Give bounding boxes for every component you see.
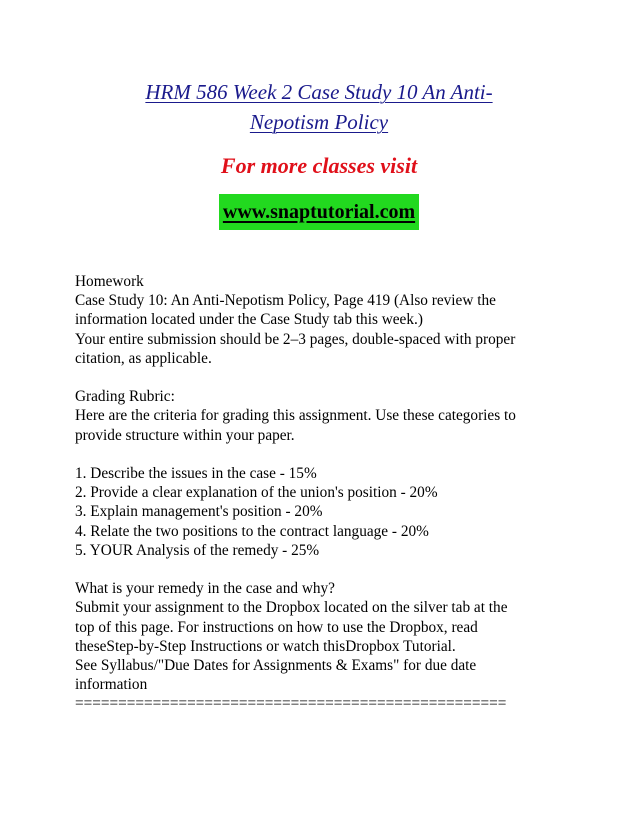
title-line-1[interactable]: HRM 586 Week 2 Case Study 10 An Anti- [145,80,493,104]
promo-text: For more classes visit [220,153,418,178]
syllabus-line-2: information [75,676,148,694]
site-link[interactable]: www.snaptutorial.com [219,194,419,230]
syllabus-line-1: See Syllabus/"Due Dates for Assignments & Exams" for due date [75,657,477,675]
criteria-item: 3. Explain management's position - 20% [75,503,323,521]
rubric-intro-line-2: provide structure within your paper. [75,426,295,444]
homework-heading: Homework [75,273,144,290]
criteria-item: 5. YOUR Analysis of the remedy - 25% [75,541,320,559]
submission-line-1: Your entire submission should be 2–3 pages, double-spaced with proper [75,330,516,348]
rubric-intro-line-1: Here are the criteria for grading this assignment. Use these categories to [75,407,516,425]
case-study-line-1: Case Study 10: An Anti-Nepotism Policy, Page 419 (Also review the [75,292,496,310]
paragraph-gap [75,368,575,387]
question-line: What is your remedy in the case and why? [75,580,335,598]
case-study-line-2: information located under the Case Study tab this week.) [75,311,423,329]
separator-line: ================================================== [75,695,507,713]
criteria-item: 4. Relate the two positions to the contract language - 20% [75,522,429,540]
site-link-container [0,194,638,230]
dropbox-line-1: Submit your assignment to the Dropbox located on the silver tab at the [75,599,508,617]
document-body [75,272,575,714]
dropbox-line-3: theseStep-by-Step Instructions or watch thisDropbox Tutorial. [75,637,456,655]
document-title[interactable] [96,77,542,137]
paragraph-gap [75,560,575,579]
submission-line-2: citation, as applicable. [75,349,212,367]
dropbox-line-2: top of this page. For instructions on how to use the Dropbox, read [75,618,478,636]
rubric-heading: Grading Rubric: [75,388,175,406]
title-line-2[interactable]: Nepotism Policy [249,110,389,134]
criteria-item: 2. Provide a clear explanation of the union's position - 20% [75,484,438,502]
criteria-item: 1. Describe the issues in the case - 15% [75,465,317,482]
paragraph-gap [75,445,575,464]
